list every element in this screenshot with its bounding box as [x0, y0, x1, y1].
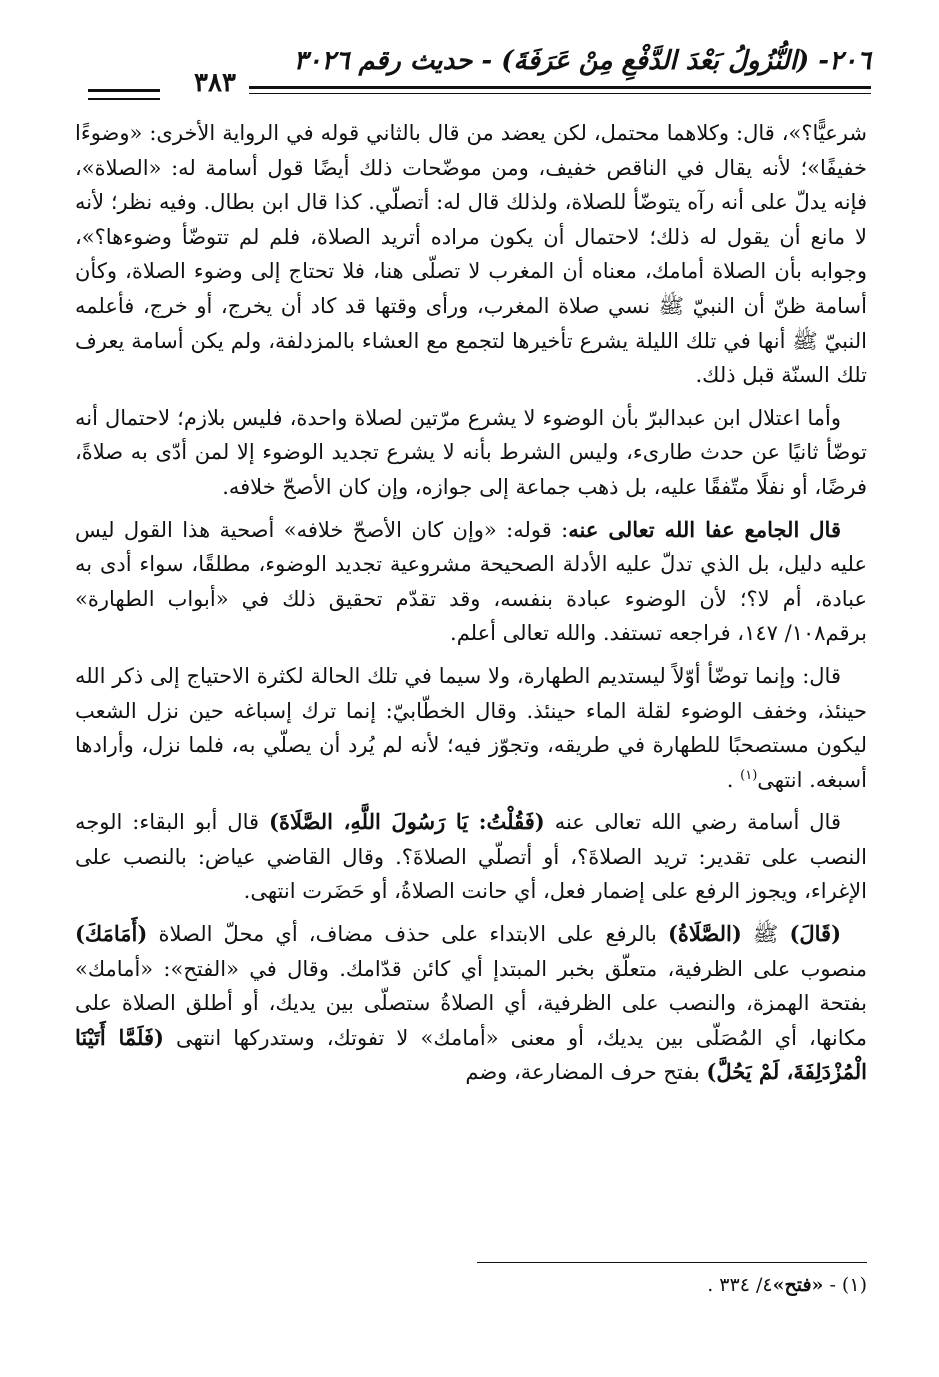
jami-lead: قال الجامع عفا الله تعالى عنه: [568, 516, 841, 542]
paragraph-usama: [75, 805, 867, 909]
hadith-word-salat: (الصَّلَاةُ): [667, 921, 742, 947]
page-number-rule: [88, 89, 160, 100]
final-text-3: منصوب على الظرفية، متعلّق بخبر المبتدإ أي كائن قدّامك. وقال في «الفتح»: «أمامك» بفتحة الهمزة، والنصب على الظرفية، أي الصلاةُ ستصلّى بين يديك، أو أطلق الصلاة على مكانها، أي المُصَلّى بين يديك، أو معنى «أمامك» لا تفوتك، وستدركها انتهى: [75, 956, 867, 1050]
khattabi-end: .: [726, 767, 741, 792]
final-text-1: ﷺ: [741, 922, 790, 947]
paragraph-jami: [75, 513, 867, 651]
running-title: ٢٠٦- (النُّزُولُ بَعْدَ الدَّفْعِ مِنْ عَرَفَةَ) - حديث رقم ٣٠٢٦: [293, 46, 871, 76]
paragraph-khattabi: [75, 659, 867, 797]
hadith-word-qala: (قَالَ): [789, 921, 842, 947]
footnote: [75, 1270, 867, 1300]
khattabi-text: قال: وإنما توضّأ أوّلاً ليستديم الطهارة، ولا سيما في تلك الحالة لكثرة الاحتياج إلى ذكر الله حينئذ، وخفف الوضوء لقلة الماء حينئذ. وقال الخطّابيّ: إنما ترك إسباغه حين نزل الشعب ليكون مستصحبًا للطهارة في طريقه، وتجوّز فيه؛ لأنه لم يُرد أن يصلّي به، فلما نزل، وأرادها أسبغه. انتهى: [75, 663, 867, 792]
hadith-quote: (فَقُلْتُ: يَا رَسُولَ اللَّهِ، الصَّلَاةَ): [269, 809, 545, 835]
header-rule: [249, 86, 871, 94]
final-text-2: بالرفع على الابتداء على حذف مضاف، أي محلّ الصلاة: [147, 922, 668, 947]
hadith-muzdalifa: (فَلَمَّا أَتَيْنَا الْمُزْدَلِفَةَ، لَمْ يَحُلَّ): [75, 1024, 867, 1085]
footnote-source: «فتح»: [772, 1274, 824, 1296]
paragraph-2: وأما اعتلال ابن عبدالبرّ بأن الوضوء لا يشرع مرّتين لصلاة واحدة، فليس بلازم؛ لاحتمال أنه توضّأ ثانيًا عن حدث طارىء، وليس الشرط بأنه لا يشرع تجديد الوضوء إلا لمن أدّى به صلاةً، فرضًا، أو نفلًا متّفقًا عليه، بل ذهب جماعة إلى جوازه، وإن كان الأصحّ خلافه.: [75, 405, 867, 499]
paragraph-1: شرعيًّا؟»، قال: وكلاهما محتمل، لكن يعضد من قال بالثاني قوله في الرواية الأخرى: «وضوءًا خفيفًا»؛ لأنه يقال في الناقص خفيف، ومن موضّحات ذلك أيضًا قول أسامة له: «الصلاة»، فإنه يدلّ على أنه رآه يتوضّأ للصلاة، ولذلك قال له: أتصلّي. كذا قال ابن بطال. وفيه نظر؛ لأنه لا مانع أن يقول له ذلك؛ لاحتمال أن يكون مراده أتريد الصلاة، فلم لم تتوضّأ وضوءها؟»، وجوابه بأن الصلاة أمامك، معناه أن المغرب لا تصلّى هنا، فلا تحتاج إلى وضوء الصلاة، وكأن أسامة ظنّ أن النبيّ ﷺ نسي صلاة المغرب، ورأى وقتها قد كاد أن يخرج، أو خرج، فأعلمه النبيّ ﷺ أنها في تلك الليلة يشرع تأخيرها لتجمع مع العشاء بالمزدلفة، ولم يكن أسامة يعرف تلك السنّة قبل ذلك.: [75, 121, 867, 388]
footnote-reference[interactable]: (١): [740, 767, 758, 783]
usama-after: قال أبو البقاء: الوجه النصب على تقدير: تريد الصلاةَ؟، أو أتصلّي الصلاةَ؟. وقال القاضي عياض: بالنصب على الإغراء، ويجوز الرفع على إضمار فعل، أي حانت الصلاةُ، أو حَضَرت انتهى.: [75, 810, 867, 904]
usama-before: قال أسامة رضي الله تعالى عنه: [544, 810, 841, 835]
page-number: ٣٨٣: [194, 68, 236, 98]
paragraph-final: [75, 917, 867, 1090]
jami-text: : قوله: «وإن كان الأصحّ خلافه» أصحية هذا القول ليس عليه دليل، بل الذي تدلّ عليه الأدلة الصحيحة مشروعية تجديد الوضوء، مطلقًا، سواء أدى به عبادة، أم لا؟؛ لأن الوضوء عبادة بنفسه، وقد تقدّم تحقيق ذلك في «أبواب الطهارة» برقم١٠٨/ ١٤٧، فراجعه تستفد. والله تعالى أعلم.: [75, 517, 867, 646]
hadith-word-amamak: (أَمَامَكَ): [75, 921, 148, 947]
final-text-4: بفتح حرف المضارعة، وضم: [465, 1060, 707, 1085]
footnote-rule: [477, 1262, 867, 1263]
footnote-number: (١) -: [823, 1274, 867, 1296]
footnote-ref: ٤/ ٣٣٤ .: [707, 1274, 773, 1296]
body-text: [75, 116, 867, 1098]
